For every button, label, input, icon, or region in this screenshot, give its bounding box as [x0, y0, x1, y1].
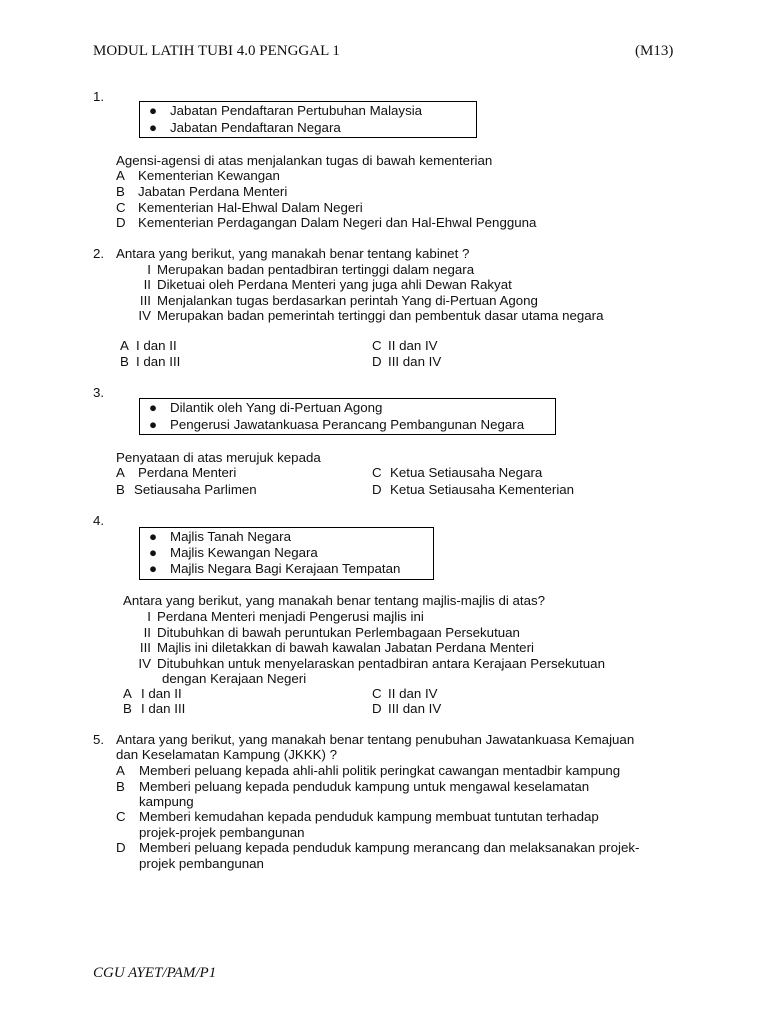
bullet-icon: ● [149, 417, 158, 432]
statement-i: I Perdana Menteri menjadi Pengerusi majlis ini [147, 609, 424, 624]
statement-iv: IV Ditubuhkan untuk menyelaraskan pentadbiran antara Kerajaan Persekutuan [138, 656, 605, 671]
bullet-icon: ● [149, 561, 158, 576]
statement-i: I Merupakan badan pentadbiran tertinggi dalam negara [147, 262, 475, 277]
info-box [139, 398, 556, 435]
option-c: C Ketua Setiausaha Negara [372, 465, 543, 480]
question-stem: Antara yang berikut, yang manakah benar tentang kabinet ? [116, 246, 470, 261]
question-number: 3. [93, 385, 105, 400]
box-item: ● Jabatan Pendaftaran Pertubuhan Malaysia [149, 103, 423, 118]
question-number: 5. [93, 732, 105, 747]
option-c: C II dan IV [372, 686, 438, 701]
statement-iv-continuation: dengan Kerajaan Negeri [162, 671, 307, 686]
question-stem: Agensi-agensi di atas menjalankan tugas di bawah kementerian [116, 153, 493, 168]
option-b: B Setiausaha Parlimen [116, 482, 257, 497]
option-d-continuation: projek pembangunan [139, 856, 264, 871]
box-item: ● Pengerusi Jawatankuasa Perancang Pembangunan Negara [149, 417, 525, 432]
question-number: 1. [93, 89, 105, 104]
option-a: A Kementerian Kewangan [116, 168, 280, 183]
statement-iv: IV Merupakan badan pemerintah tertinggi dan pembentuk dasar utama negara [138, 308, 604, 323]
option-b: B I dan III [123, 701, 186, 716]
option-d: D Kementerian Perdagangan Dalam Negeri dan Hal-Ehwal Pengguna [116, 215, 537, 230]
info-box [139, 527, 434, 580]
box-item: ● Majlis Negara Bagi Kerajaan Tempatan [149, 561, 401, 576]
option-a: A I dan II [123, 686, 182, 701]
option-d: D Ketua Setiausaha Kementerian [372, 482, 575, 497]
statement-iii: III Menjalankan tugas berdasarkan perintah Yang di-Pertuan Agong [139, 293, 538, 308]
box-item: ● Jabatan Pendaftaran Negara [149, 120, 341, 135]
question-stem: Antara yang berikut, yang manakah benar tentang penubuhan Jawatankuasa Kemajuan [116, 732, 635, 747]
option-b: B I dan III [120, 354, 181, 369]
option-c: C II dan IV [372, 338, 438, 353]
bullet-icon: ● [149, 400, 158, 415]
info-box [139, 101, 477, 138]
question-stem: Antara yang berikut, yang manakah benar tentang majlis-majlis di atas? [123, 593, 546, 608]
question-stem-continuation: dan Keselamatan Kampung (JKKK) ? [116, 747, 338, 762]
option-d: D III dan IV [372, 701, 442, 716]
option-a: A I dan II [120, 338, 177, 353]
box-item: ● Majlis Kewangan Negara [149, 545, 318, 560]
option-b: B Memberi peluang kepada penduduk kampung untuk mengawal keselamatan [116, 779, 590, 794]
option-d: D III dan IV [372, 354, 442, 369]
question-number: 4. [93, 513, 105, 528]
option-a: A Perdana Menteri [116, 465, 237, 480]
option-a: A Memberi peluang kepada ahli-ahli politik peringkat cawangan mentadbir kampung [116, 763, 621, 778]
option-c: C Kementerian Hal-Ehwal Dalam Negeri [116, 200, 363, 215]
box-item: ● Dilantik oleh Yang di-Pertuan Agong [149, 400, 383, 415]
header-code: (M13) [635, 43, 674, 59]
bullet-icon: ● [149, 103, 158, 118]
statement-ii: II Ditubuhkan di bawah peruntukan Perlembagaan Persekutuan [143, 625, 520, 640]
box-item: ● Majlis Tanah Negara [149, 529, 291, 544]
bullet-icon: ● [149, 529, 158, 544]
bullet-icon: ● [149, 120, 158, 135]
question-number: 2. [93, 246, 105, 261]
footer-text: CGU AYET/PAM/P1 [93, 965, 217, 981]
option-c: C Memberi kemudahan kepada penduduk kampung membuat tuntutan terhadap [116, 809, 599, 824]
option-b: B Jabatan Perdana Menteri [116, 184, 288, 199]
statement-ii: II Diketuai oleh Perdana Menteri yang juga ahli Dewan Rakyat [143, 277, 512, 292]
option-d: D Memberi peluang kepada penduduk kampung merancang dan melaksanakan projek- [116, 840, 640, 855]
header-title: MODUL LATIH TUBI 4.0 PENGGAL 1 [93, 43, 340, 59]
bullet-icon: ● [149, 545, 158, 560]
statement-iii: III Majlis ini diletakkan di bawah kawalan Jabatan Perdana Menteri [139, 640, 534, 655]
option-b-continuation: kampung [139, 794, 194, 809]
question-stem: Penyataan di atas merujuk kepada [116, 450, 321, 465]
option-c-continuation: projek-projek pembangunan [139, 825, 305, 840]
